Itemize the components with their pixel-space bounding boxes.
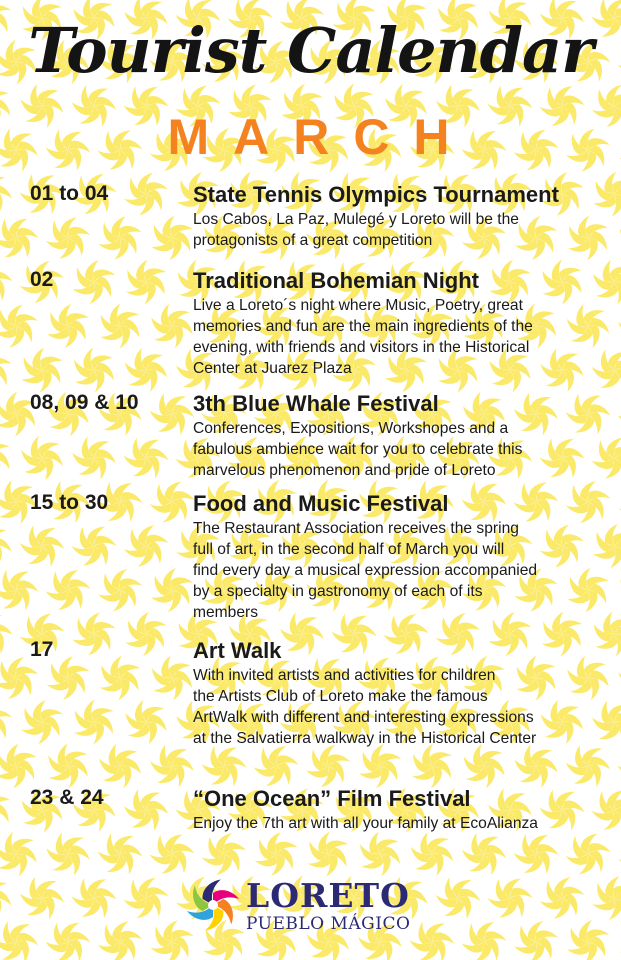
- description-line: Enjoy the 7th art with all your family at EcoAlianza: [193, 815, 538, 832]
- page-title: Tourist Calendar: [28, 14, 593, 87]
- description-line: evening, with friends and visitors in the Historical: [193, 339, 530, 356]
- description-line: Live a Loreto´s night where Music, Poetry, great: [193, 297, 523, 314]
- description-line: the Artists Club of Loreto make the famous: [193, 688, 488, 705]
- description-line: by a specialty in gastronomy of each of its: [193, 583, 483, 600]
- event-date: 23 & 24: [30, 786, 104, 809]
- event-description: [193, 418, 608, 481]
- logo-subtitle: PUEBLO MÁGICO: [246, 914, 411, 934]
- description-line: full of art, in the second half of March you will: [193, 541, 505, 558]
- logo-name: LORETO: [246, 876, 410, 915]
- description-line: The Restaurant Association receives the spring: [193, 520, 519, 537]
- event-date: 17: [30, 638, 54, 661]
- description-line: ArtWalk with different and interesting expressions: [193, 709, 534, 726]
- event-date: 02: [30, 268, 54, 291]
- description-line: marvelous phenomenon and pride of Loreto: [193, 462, 496, 479]
- event-title: 3th Blue Whale Festival: [193, 391, 439, 416]
- description-line: Conferences, Expositions, Workshopes and a: [193, 420, 509, 437]
- description-line: With invited artists and activities for children: [193, 667, 496, 684]
- event-date: 15 to 30: [30, 491, 109, 514]
- event-description: [193, 518, 608, 623]
- description-line: fabulous ambience wait for you to celebrate this: [193, 441, 523, 458]
- event-date: 08, 09 & 10: [30, 391, 139, 414]
- event-date: 01 to 04: [30, 182, 109, 205]
- description-line: Los Cabos, La Paz, Mulegé y Loreto will be the: [193, 211, 519, 228]
- event-description: [193, 209, 608, 251]
- description-line: members: [193, 604, 258, 621]
- event-title: State Tennis Olympics Tournament: [193, 182, 559, 207]
- description-line: Center at Juarez Plaza: [193, 360, 352, 377]
- description-line: find every day a musical expression accompanied: [193, 562, 538, 579]
- loreto-logo: [182, 872, 422, 942]
- event-description: [193, 813, 608, 834]
- swirl-logo-icon: [182, 874, 244, 936]
- description-line: at the Salvatierra walkway in the Historical Center: [193, 730, 537, 747]
- event-description: [193, 295, 608, 379]
- event-title: Food and Music Festival: [193, 491, 449, 516]
- event-description: [193, 665, 608, 749]
- description-line: memories and fun are the main ingredients of the: [193, 318, 533, 335]
- event-title: Traditional Bohemian Night: [193, 268, 480, 293]
- month-heading: MARCH: [167, 109, 474, 165]
- event-title: Art Walk: [193, 638, 282, 663]
- event-title: “One Ocean” Film Festival: [193, 786, 471, 811]
- description-line: protagonists of a great competition: [193, 232, 433, 249]
